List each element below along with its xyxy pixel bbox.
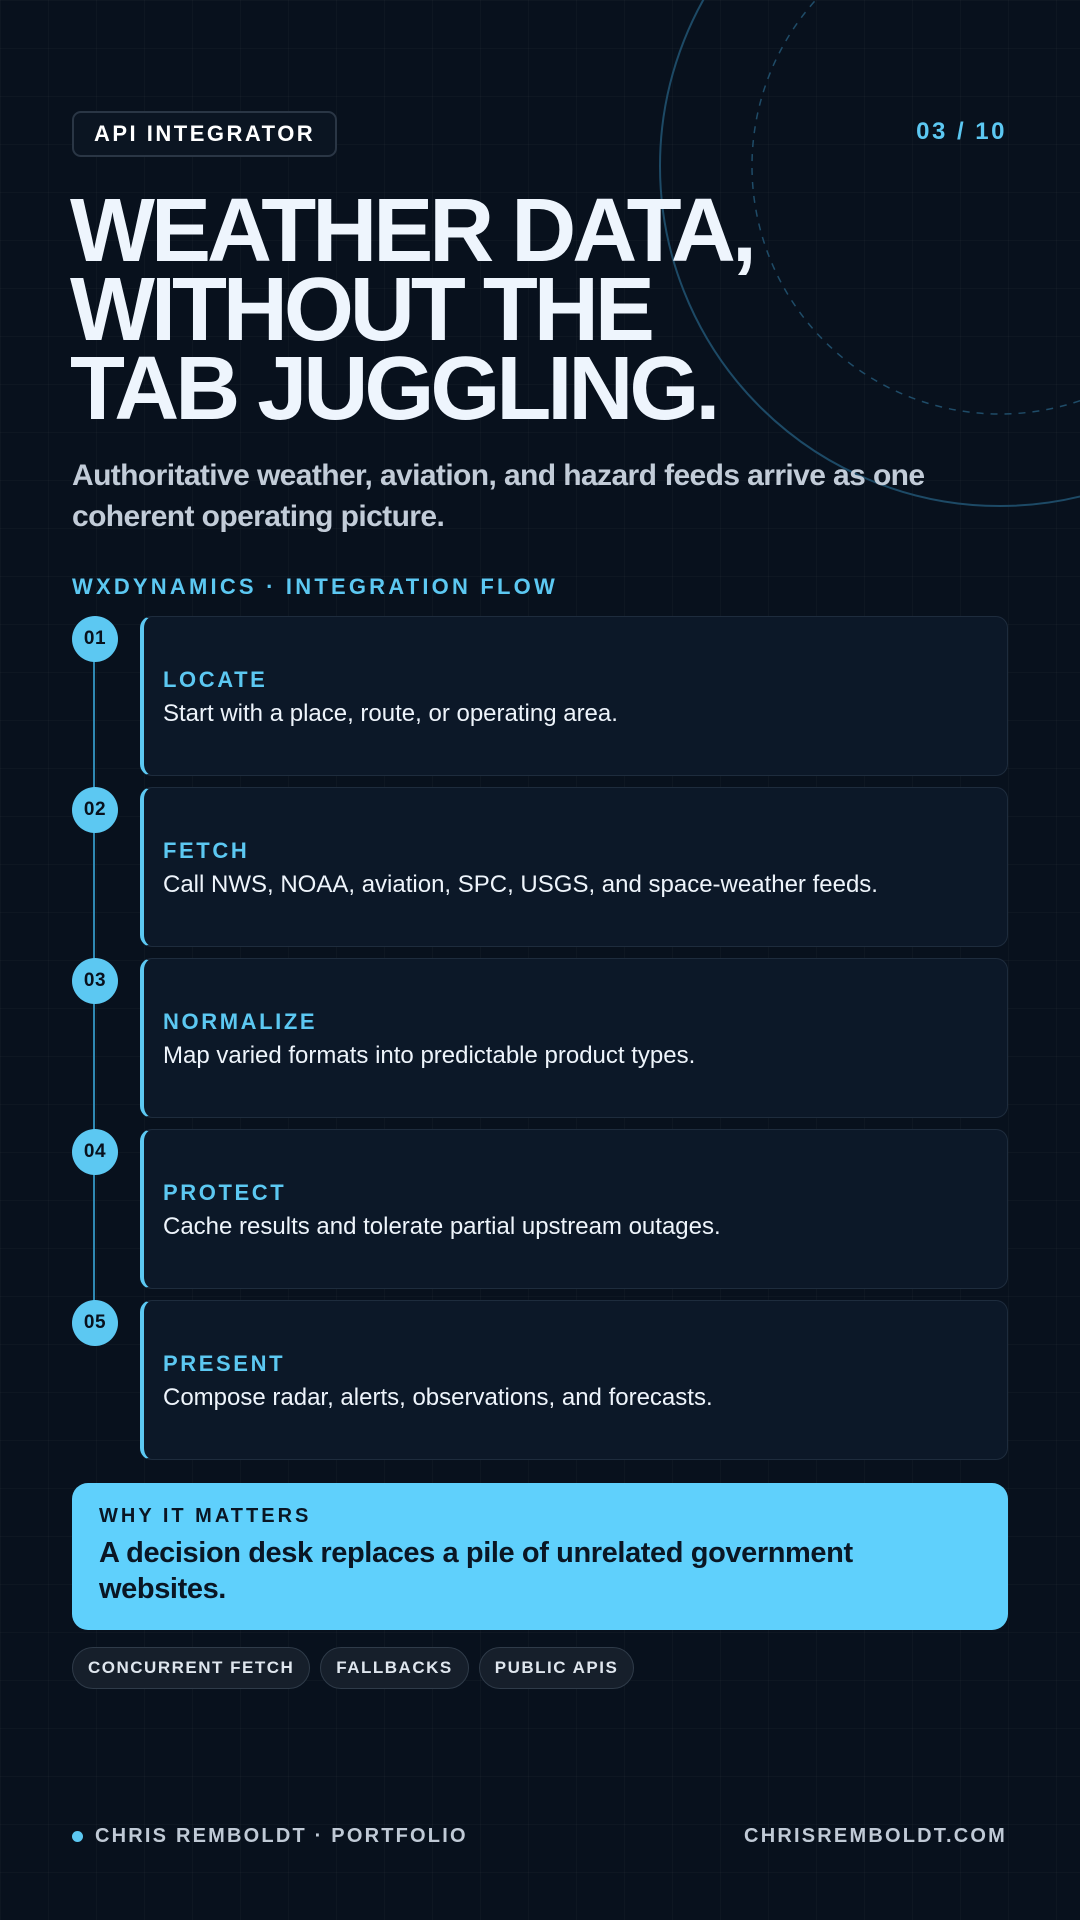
- dot-icon: [72, 1831, 83, 1842]
- step-description: Map varied formats into predictable product types.: [163, 1042, 696, 1069]
- title-line: TAB JUGGLING.: [70, 339, 717, 439]
- tag-chip: FALLBACKS: [320, 1647, 468, 1689]
- callout-label: WHY IT MATTERS: [99, 1505, 312, 1527]
- flow-step: [72, 1300, 1008, 1460]
- step-card: [140, 1129, 1008, 1289]
- step-number: 04: [72, 1129, 118, 1175]
- role-badge: API INTEGRATOR: [72, 111, 337, 157]
- step-description: Start with a place, route, or operating area.: [163, 700, 618, 727]
- footer-author-text: CHRIS REMBOLDT · PORTFOLIO: [95, 1825, 468, 1847]
- flow-step: [72, 787, 1008, 947]
- flow-step: [72, 958, 1008, 1118]
- step-card: [140, 787, 1008, 947]
- section-label: WXDYNAMICS · INTEGRATION FLOW: [72, 574, 558, 599]
- step-title: PROTECT: [163, 1180, 287, 1205]
- step-title: FETCH: [163, 838, 250, 863]
- step-description: Compose radar, alerts, observations, and forecasts.: [163, 1384, 713, 1411]
- tag-chip: PUBLIC APIS: [479, 1647, 635, 1689]
- callout-text: A decision desk replaces a pile of unrelated government websites.: [99, 1537, 853, 1605]
- slide-counter: 03 / 10: [916, 118, 1007, 145]
- why-it-matters-callout: [72, 1483, 1008, 1630]
- footer-author: [72, 1825, 468, 1848]
- step-card: [140, 1300, 1008, 1460]
- step-number: 03: [72, 958, 118, 1004]
- step-title: NORMALIZE: [163, 1009, 318, 1034]
- step-number: 01: [72, 616, 118, 662]
- step-description: Call NWS, NOAA, aviation, SPC, USGS, and space-weather feeds.: [163, 871, 878, 898]
- step-title: PRESENT: [163, 1351, 286, 1376]
- step-title: LOCATE: [163, 667, 268, 692]
- title-line: WITHOUT THE: [70, 260, 651, 360]
- step-number: 05: [72, 1300, 118, 1346]
- step-number: 02: [72, 787, 118, 833]
- title-line: WEATHER DATA,: [70, 181, 753, 281]
- footer-website: CHRISREMBOLDT.COM: [744, 1825, 1007, 1847]
- step-card: [140, 616, 1008, 776]
- flow-step: [72, 1129, 1008, 1289]
- tag-chip: CONCURRENT FETCH: [72, 1647, 310, 1689]
- step-card: [140, 958, 1008, 1118]
- tag-list: [72, 1647, 634, 1689]
- step-description: Cache results and tolerate partial upstream outages.: [163, 1213, 721, 1240]
- subtitle: Authoritative weather, aviation, and hazard feeds arrive as one coherent operating picture.: [72, 459, 925, 533]
- flow-step: [72, 616, 1008, 776]
- page-title: [70, 181, 830, 439]
